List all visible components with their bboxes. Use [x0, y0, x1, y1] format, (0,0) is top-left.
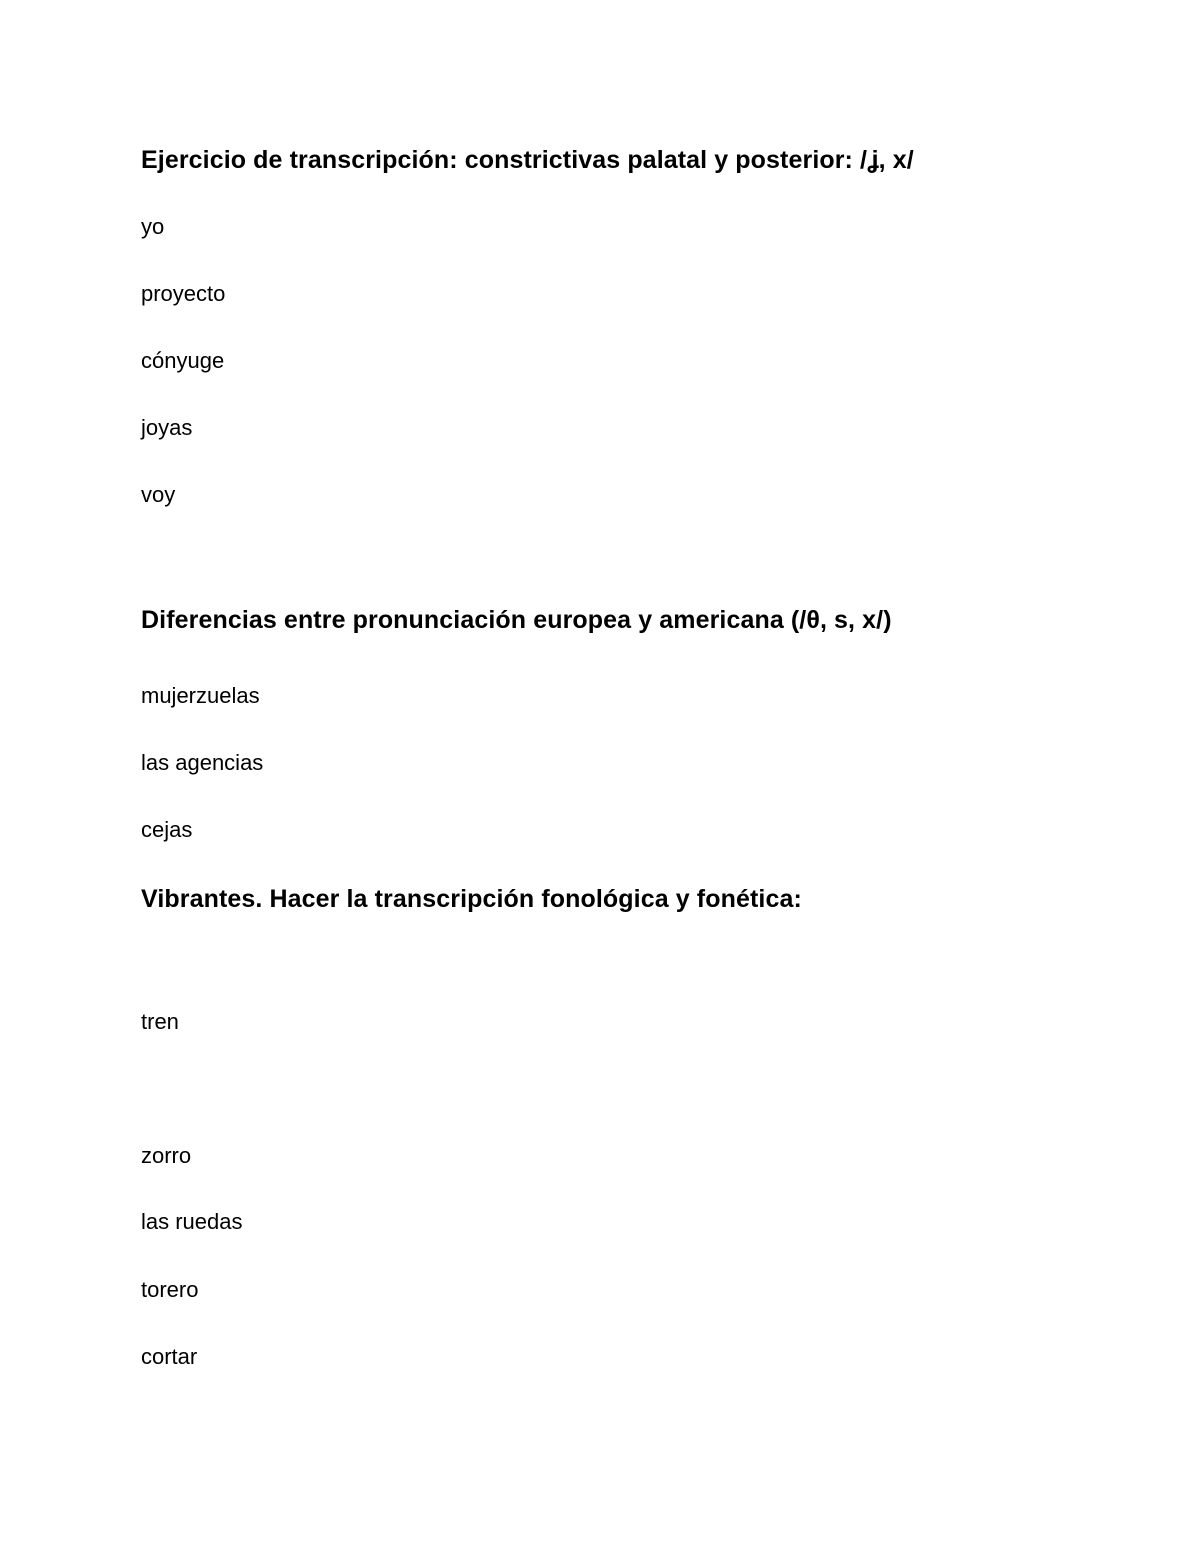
section-heading-differences: [141, 606, 892, 635]
word-item: torero: [141, 1277, 199, 1302]
word-item: las agencias: [141, 750, 264, 775]
section-heading-palatal: [141, 146, 914, 175]
section-heading-vibrantes: [141, 885, 802, 914]
word-item: mujerzuelas: [141, 683, 260, 708]
word-item: voy: [141, 482, 176, 507]
section-heading-text: Ejercicio de transcripción: constrictivas palatal y posterior: /ʝ, x/: [141, 146, 914, 174]
word-item: yo: [141, 214, 165, 239]
word-item: cortar: [141, 1344, 198, 1369]
word-item: zorro: [141, 1143, 192, 1168]
section-heading-subtext: Hacer la transcripción fonológica y fonética:: [269, 885, 802, 913]
section-heading-text: Diferencias entre pronunciación europea y americana (/θ, s, x/): [141, 606, 892, 634]
section-heading-text: Vibrantes.: [141, 885, 270, 913]
word-item: las ruedas: [141, 1209, 243, 1234]
word-item: proyecto: [141, 281, 226, 306]
word-item: cejas: [141, 817, 193, 842]
word-item: joyas: [141, 415, 193, 440]
word-item: cónyuge: [141, 348, 225, 373]
word-item: tren: [141, 1009, 179, 1034]
